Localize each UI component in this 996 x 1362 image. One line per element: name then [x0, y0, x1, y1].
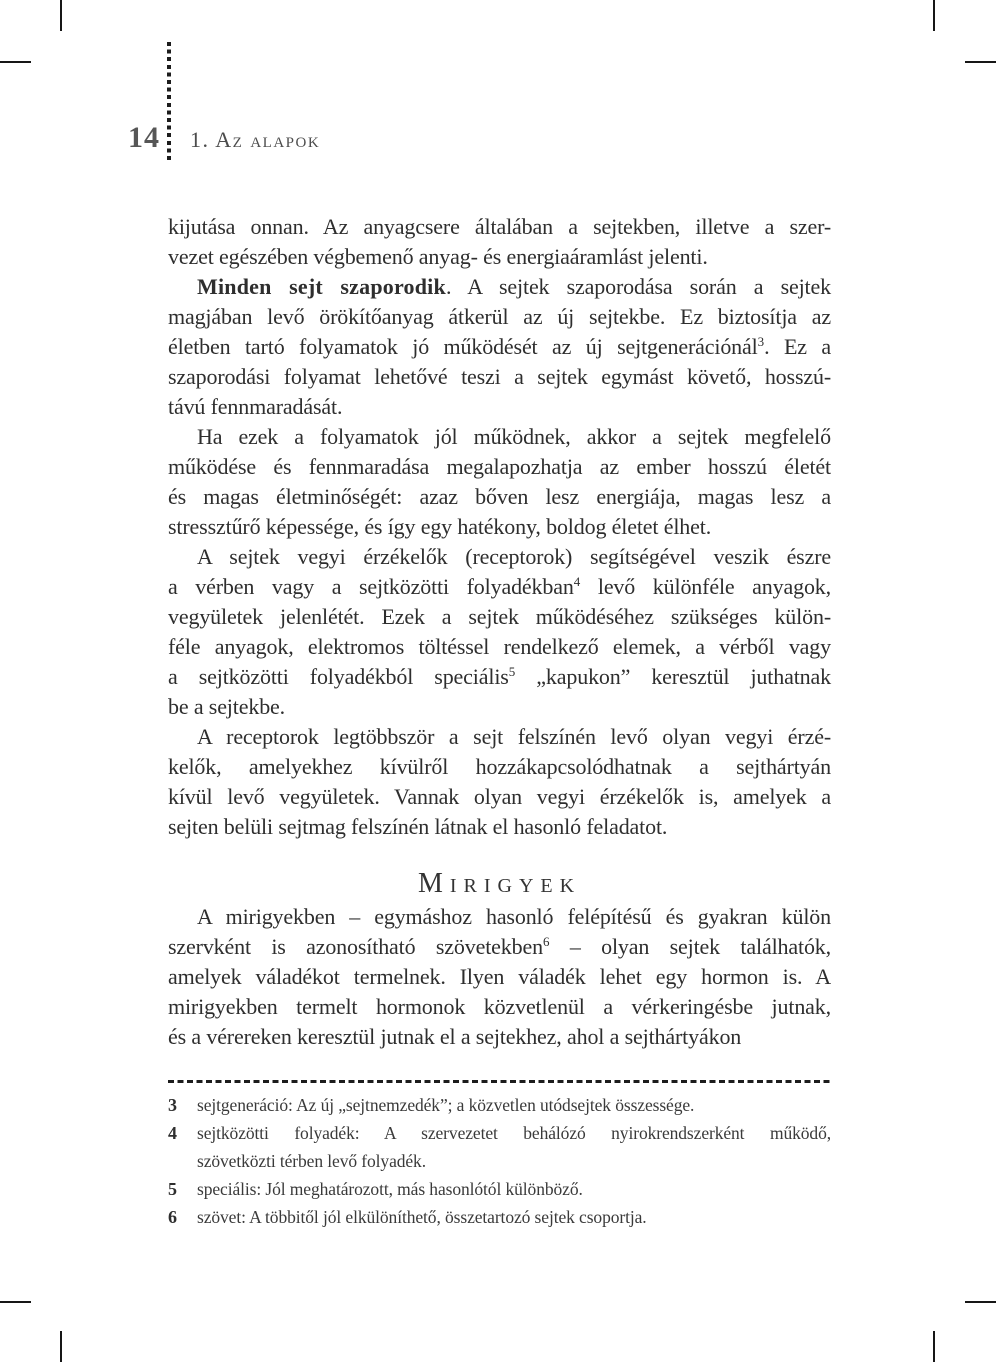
text-line — [168, 632, 831, 662]
text-line — [197, 1203, 831, 1231]
footnote-text — [197, 1203, 831, 1231]
running-header: 1. Az alapok — [190, 127, 321, 152]
text-run: levő különféle anyagok, — [580, 574, 831, 599]
text-line — [168, 542, 831, 572]
page-number: 14 — [128, 121, 160, 154]
text-run: szövet: A többitől jól elkülöníthető, összetartozó sejtek csoportja. — [197, 1207, 647, 1227]
text-run: A mirigyekben – egymáshoz hasonló felépítésű és gyakran külön — [197, 904, 831, 929]
text-run: a vérben vagy a sejtközötti folyadékban — [168, 574, 574, 599]
crop-mark-top-right-horizontal — [965, 61, 996, 63]
text-line — [168, 392, 831, 422]
text-run: amelyek váladékot termelnek. Ilyen váladék lehet egy hormon is. A — [168, 964, 831, 989]
text-line — [197, 1119, 831, 1147]
text-run: féle anyagok, elektromos töltéssel rendelkező elemek, a vérből vagy — [168, 634, 831, 659]
text-line — [168, 902, 831, 932]
crop-mark-top-right-vertical — [933, 0, 935, 31]
footnote-number: 6 — [168, 1207, 177, 1227]
text-line — [168, 572, 831, 602]
text-line — [197, 1175, 831, 1203]
footnote-reference: 5 — [508, 664, 516, 679]
text-line — [168, 272, 831, 302]
section-heading: Mirigyek — [417, 868, 582, 899]
crop-mark-top-left-horizontal — [0, 61, 31, 63]
text-run: szervként is azonosítható szövetekben — [168, 934, 543, 959]
text-run: vezet egészében végbemenő anyag- és energiaáramlást jelenti. — [168, 244, 708, 269]
text-line — [197, 1091, 831, 1119]
text-run: be a sejtekbe. — [168, 694, 286, 719]
text-line — [168, 752, 831, 782]
crop-mark-top-left-vertical — [60, 0, 62, 31]
text-line — [168, 512, 831, 542]
paragraph — [168, 902, 831, 1052]
paragraph — [168, 542, 831, 722]
text-run: szaporodási folyamat lehetővé teszi a sejtek egymást követő, hosszú- — [168, 364, 831, 389]
footnote-number: 5 — [168, 1179, 177, 1199]
text-line — [168, 722, 831, 752]
bold-run: Minden sejt szaporodik — [197, 274, 446, 299]
text-run: vegyületek jelenlétét. Ezek a sejtek működéséhez szükséges külön- — [168, 604, 831, 629]
paragraph — [168, 272, 831, 422]
text-line — [168, 302, 831, 332]
text-run: stressztűrő képessége, és így egy hatékony, boldog életet élhet. — [168, 514, 712, 539]
footnotes — [168, 1091, 831, 1231]
text-run: sejten belüli sejtmag felszínén látnak el hasonló feladatot. — [168, 814, 668, 839]
text-run: a sejtközötti folyadékból speciális — [168, 664, 509, 689]
footnote-text — [197, 1091, 831, 1119]
text-run: A sejtek vegyi érzékelők (receptorok) segítségével veszik észre — [197, 544, 831, 569]
paragraph — [168, 722, 831, 842]
text-run: működése és fennmaradása megalapozhatja az ember hosszú életét — [168, 454, 831, 479]
header-dotted-separator — [167, 42, 171, 163]
text-run: . Ez a — [764, 334, 831, 359]
text-run: és a vérereken keresztül jutnak el a sejtekhez, ahol a sejthártyákon — [168, 1024, 742, 1049]
text-run: mirigyekben termelt hormonok közvetlenül a vérkeringésbe jutnak, — [168, 994, 831, 1019]
text-line — [168, 452, 831, 482]
text-run: szövetközti térben levő folyadék. — [197, 1151, 426, 1171]
text-line — [168, 212, 831, 242]
footnote-reference: 3 — [757, 334, 765, 349]
footnote-reference: 4 — [573, 574, 581, 589]
footnote-text — [197, 1175, 831, 1203]
text-run: . A sejtek szaporodása során a sejtek — [445, 274, 831, 299]
text-line — [168, 422, 831, 452]
text-line — [168, 992, 831, 1022]
text-line — [168, 692, 831, 722]
paragraph — [168, 212, 831, 272]
text-line — [168, 332, 831, 362]
text-run: „kapukon” keresztül juthatnak — [515, 664, 831, 689]
crop-mark-bottom-left-horizontal — [0, 1301, 31, 1303]
text-run: sejtgeneráció: Az új „sejtnemzedék”; a közvetlen utódsejtek összessége. — [197, 1095, 695, 1115]
text-line — [168, 812, 831, 842]
crop-mark-bottom-right-horizontal — [965, 1301, 996, 1303]
text-run: távú fennmaradását. — [168, 394, 343, 419]
footnote-row — [168, 1091, 831, 1119]
text-run: – olyan sejtek találhatók, — [549, 934, 832, 959]
footnote-separator — [168, 1080, 831, 1083]
text-run: magjában levő örökítőanyag átkerül az új sejtekbe. Ez biztosítja az — [168, 304, 831, 329]
paragraph — [168, 422, 831, 542]
text-line — [168, 1022, 831, 1052]
text-run: életben tartó folyamatok jó működését az új sejtgenerációnál — [168, 334, 758, 359]
text-line — [168, 932, 831, 962]
text-line — [168, 962, 831, 992]
text-run: A receptorok legtöbbször a sejt felszínén levő olyan vegyi érzé- — [197, 724, 831, 749]
text-line — [197, 1147, 831, 1175]
text-line — [168, 362, 831, 392]
footnote-reference: 6 — [542, 934, 550, 949]
body-text — [168, 212, 831, 1052]
text-run: kívül levő vegyületek. Vannak olyan vegyi érzékelők is, amelyek a — [168, 784, 831, 809]
crop-mark-bottom-right-vertical — [933, 1331, 935, 1362]
footnote-number: 3 — [168, 1095, 177, 1115]
text-run: speciális: Jól meghatározott, más hasonlótól különböző. — [197, 1179, 583, 1199]
text-line — [168, 662, 831, 692]
text-run: sejtközötti folyadék: A szervezetet behálózó nyirokrendszerként működő, — [197, 1123, 831, 1143]
text-run: és magas életminőségét: azaz bőven lesz energiája, magas lesz a — [168, 484, 831, 509]
footnote-text — [197, 1119, 831, 1175]
text-line — [168, 782, 831, 812]
text-line — [168, 602, 831, 632]
text-run: kelők, amelyekhez kívülről hozzákapcsolódhatnak a sejthártyán — [168, 754, 831, 779]
text-run: kijutása onnan. Az anyagcsere általában a sejtekben, illetve a szer- — [168, 214, 831, 239]
footnote-row — [168, 1119, 831, 1175]
footnote-row — [168, 1203, 831, 1231]
text-line — [168, 482, 831, 512]
footnote-row — [168, 1175, 831, 1203]
text-line — [168, 242, 831, 272]
text-run: Ha ezek a folyamatok jól működnek, akkor a sejtek megfelelő — [197, 424, 831, 449]
crop-mark-bottom-left-vertical — [60, 1331, 62, 1362]
footnote-number: 4 — [168, 1123, 177, 1143]
